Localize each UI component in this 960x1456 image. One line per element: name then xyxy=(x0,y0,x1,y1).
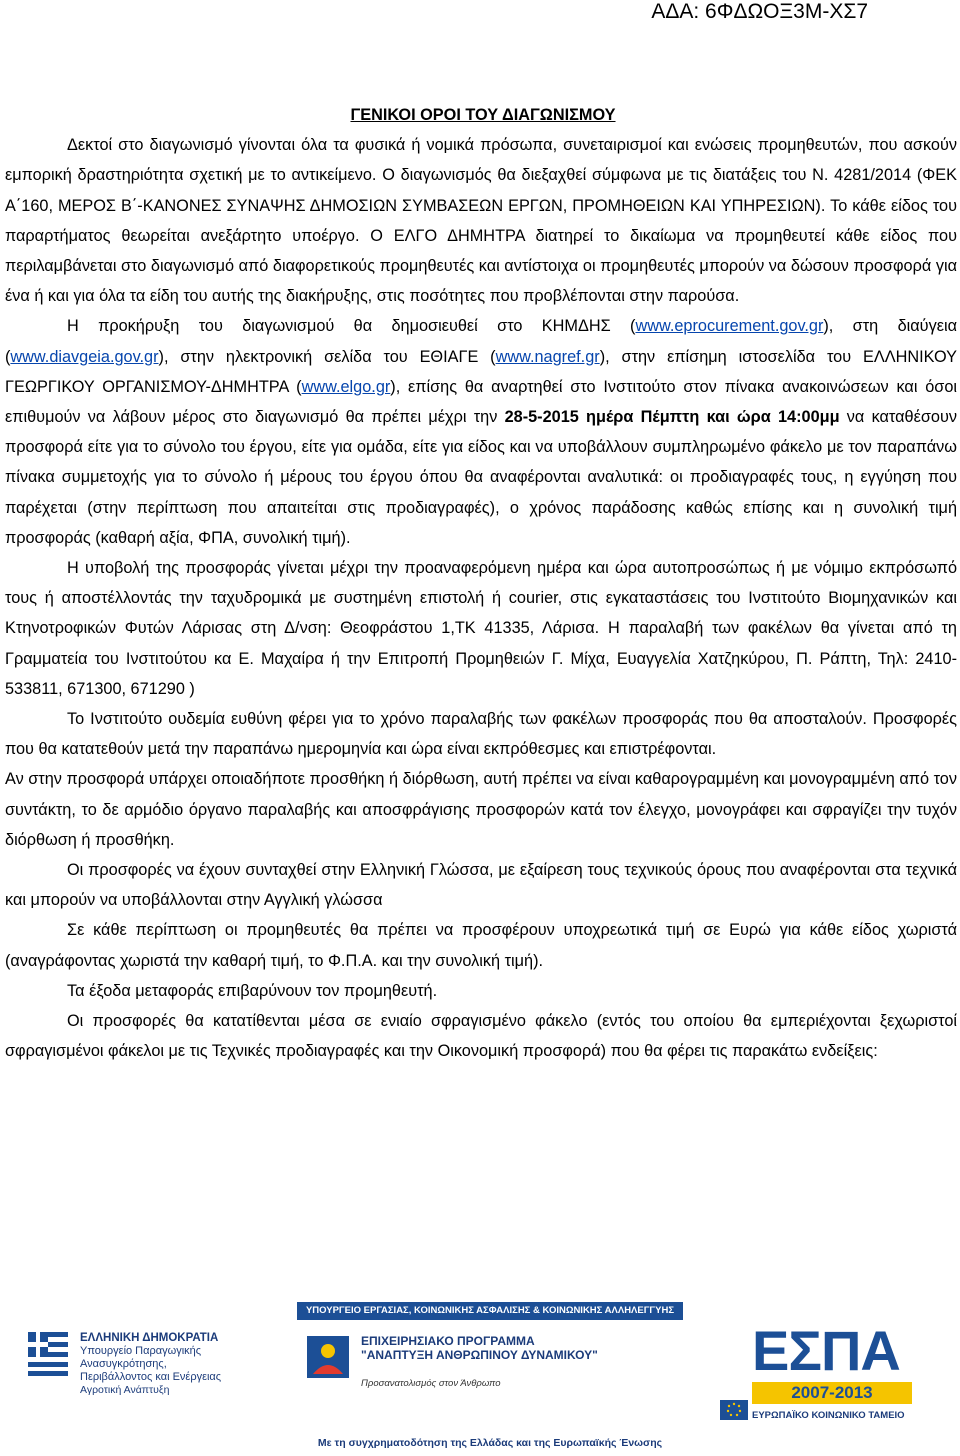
programme-ministry-bar: ΥΠΟΥΡΓΕΙΟ ΕΡΓΑΣΙΑΣ, ΚΟΙΝΩΝΙΚΗΣ ΑΣΦΑΛΙΣΗΣ & ΚΟΙΝΩΝΙΚΗΣ ΑΛΛΗΛΕΓΓΥΗΣ xyxy=(297,1302,683,1320)
paragraph-4: Το Ινστιτούτο ουδεμία ευθύνη φέρει για το χρόνο παραλαβής των φακέλων προσφοράς που θα αποσταλούν. Προσφορές που θα κατατεθούν μετά την παραπάνω ημερομηνία και ώρα είναι εκπρόθεσμες και επιστρέφονται. xyxy=(5,710,957,759)
ministry-line-1: ΕΛΛΗΝΙΚΗ ΔΗΜΟΚΡΑΤΙΑ xyxy=(80,1332,219,1344)
programme-name xyxy=(361,1334,598,1362)
espa-word: ΕΣΠΑ xyxy=(752,1319,900,1382)
ministry-logo xyxy=(18,1332,248,1412)
programme-emblem-icon xyxy=(305,1334,351,1380)
programme-body xyxy=(297,1320,683,1396)
eprocurement-link[interactable]: www.eprocurement.gov.gr xyxy=(635,317,824,336)
document-body xyxy=(5,100,957,1067)
p2-text-c: ), στην ηλεκτρονική σελίδα του ΕΘΙΑΓΕ ( xyxy=(158,347,496,366)
paragraph-3: Η υποβολή της προσφοράς γίνεται μέχρι την προαναφερόμενη ημέρα και ώρα αυτοπροσώπως ή με νόμιμο εκπρόσωπό τους ή αποστέλλοντάς την ταχυδρομικά με συστημένη επιστολή ή courier, στις εγκαταστάσεις του Ινστιτούτο Βιομηχανικών και Κτηνοτροφικών Φυτών Λάρισας στη Δ/νση: Θεοφράστου 1,ΤΚ 41335, Λάρισα. Η παραλαβή των φακέλων θα γίνεται από τη Γραμματεία του Ινστιτούτου κα Ε. Μαχαίρα ή την Επιτροπή Προμηθειών Γ. Μίχα, Ευαγγελία Χατζηκύρου, Π. Ράπτη, Τηλ: 2410-533811, 671300, 671290 ) xyxy=(5,559,957,698)
deadline-text: 28-5-2015 ημέρα Πέμπτη και ώρα 14:00μμ xyxy=(504,408,840,427)
ministry-line-3: Περιβάλλοντος και Ενέργειας xyxy=(80,1371,222,1383)
espa-caption: ΕΥΡΩΠΑΪΚΟ ΚΟΙΝΩΝΙΚΟ ΤΑΜΕΙΟ xyxy=(752,1410,905,1421)
p2-text-f: να καταθέσουν προσφορά είτε για το σύνολο του έργου, είτε για ομάδα, είτε για είδος και να υποβάλλουν συμπληρωμένο φάκελο με τον παραπάνω πίνακα συμμετοχής για το σύνολο ή μέρους του έργου όπου θα αναφέρονται αναλυτικά: οι προδιαγραφές τους, η εγγύηση που παρέχεται (στην περίπτωση που απαιτείται στις προδιαγραφές), ο χρόνος παράδοσης καθώς επίσης και η συνολική τιμή προσφοράς (καθαρή αξία, ΦΠΑ, συνολική τιμή). xyxy=(5,408,958,547)
elgo-link[interactable]: www.elgo.gr xyxy=(301,377,391,396)
programme-name-line-2: "ΑΝΑΠΤΥΞΗ ΑΝΘΡΩΠΙΝΟΥ ΔΥΝΑΜΙΚΟΥ" xyxy=(361,1348,598,1362)
paragraph-2 xyxy=(5,311,957,553)
programme-banner xyxy=(297,1302,683,1449)
eu-flag-icon xyxy=(720,1400,748,1420)
p2-text-d: ), στην επίσημη ιστοσελίδα του ΕΛΛΗΝΙΚΟΥ ΓΕΩΡΓΙΚΟΥ ΟΡΓΑΝΙΣΜΟΥ-ΔΗΜΗΤΡΑ ( xyxy=(5,347,957,396)
ministry-text xyxy=(80,1332,255,1397)
document-title: ΓΕΝΙΚΟΙ ΟΡΟΙ ΤΟΥ ΔΙΑΓΩΝΙΣΜΟΥ xyxy=(350,106,616,124)
p2-text-e: ), επίσης θα αναρτηθεί στο Ινστιτούτο στον πίνακα ανακοινώσεων και όσοι επιθυμούν να λάβουν μέρος στο διαγωνισμό θα πρέπει μέχρι την xyxy=(5,377,958,427)
footer-logos xyxy=(0,1302,960,1456)
ada-code: ΑΔΑ: 6ΦΔΩΟΞ3Μ-ΧΣ7 xyxy=(651,0,868,23)
programme-subtitle: Προσανατολισμός στον Άνθρωπο xyxy=(361,1378,501,1389)
ministry-line-2: Υπουργείο Παραγωγικής Ανασυγκρότησης, xyxy=(80,1345,202,1370)
p2-text-a: Η προκήρυξη του διαγωνισμού θα δημοσιευθεί στο ΚΗΜΔΗΣ ( xyxy=(67,317,636,336)
paragraph-9: Οι προσφορές θα κατατίθενται μέσα σε ενιαίο σφραγισμένο φάκελο (εντός του οποίου θα εμπεριέχονται ξεχωριστοί σφραγισμένοι φάκελοι με τις Τεχνικές προδιαγραφές και την Οικονομική προσφορά) που θα φέρει τις παρακάτω ενδείξεις: xyxy=(5,1012,957,1061)
paragraph-8: Τα έξοδα μεταφοράς επιβαρύνουν τον προμηθευτή. xyxy=(67,981,438,1000)
programme-name-line-1: ΕΠΙΧΕΙΡΗΣΙΑΚΟ ΠΡΟΓΡΑΜΜΑ xyxy=(361,1334,535,1348)
espa-logo xyxy=(718,1318,948,1438)
ministry-line-4: Αγροτική Ανάπτυξη xyxy=(80,1384,170,1396)
diavgeia-link[interactable]: www.diavgeia.gov.gr xyxy=(10,347,159,366)
espa-years: 2007-2013 xyxy=(752,1382,912,1404)
paragraph-5: Αν στην προσφορά υπάρχει οποιαδήποτε προσθήκη ή διόρθωση, αυτή πρέπει να είναι καθαρογραμμένη και μονογραμμένη από τον συντάκτη, το δε αρμόδιο όργανο παραλαβής και αποσφράγισης προσφορών κατά τον έλεγχο, μονογράφει και σφραγίζει την τυχόν διόρθωση ή προσθήκη. xyxy=(5,770,957,849)
paragraph-7: Σε κάθε περίπτωση οι προμηθευτές θα πρέπει να προσφέρουν υποχρεωτικά τιμή σε Ευρώ για κάθε είδος χωριστά (αναγράφοντας χωριστά την καθαρή τιμή, το Φ.Π.Α. και την συνολική τιμή). xyxy=(5,921,957,970)
paragraph-1: Δεκτοί στο διαγωνισμό γίνονται όλα τα φυσικά ή νομικά πρόσωπα, συνεταιρισμοί και ενώσεις προμηθευτών, που ασκούν εμπορική δραστηριότητα σχετική με το αντικείμενο. Ο διαγωνισμός θα διεξαχθεί σύμφωνα με τις διατάξεις του Ν. 4281/2014 (ΦΕΚ Α΄160, ΜΕΡΟΣ Β΄-ΚΑΝΟΝΕΣ ΣΥΝΑΨΗΣ ΔΗΜΟΣΙΩΝ ΣΥΜΒΑΣΕΩΝ ΕΡΓΩΝ, ΠΡΟΜΗΘΕΙΩΝ ΚΑΙ ΥΠΗΡΕΣΙΩΝ). Το κάθε είδος του παραρτήματος θεωρείται ανεξάρτητο υποέργο. Ο ΕΛΓΟ ΔΗΜΗΤΡΑ διατηρεί το δικαίωμα να προμηθευτεί κάθε είδος που περιλαμβάνεται στο διαγωνισμό από διαφορετικούς προμηθευτές και αντίστοιχα οι προμηθευτές μπορούν να δώσουν προσφορά για ένα ή και για όλα τα είδη του αυτής της διακήρυξης, στις ποσότητες που προβλέπονται στην παρούσα. xyxy=(5,136,957,306)
paragraph-6: Οι προσφορές να έχουν συνταχθεί στην Ελληνική Γλώσσα, με εξαίρεση τους τεχνικούς όρους που αναφέρονται στα τεχνικά και μπορούν να υποβάλλονται στην Αγγλική γλώσσα xyxy=(5,861,957,910)
nagref-link[interactable]: www.nagref.gr xyxy=(495,347,600,366)
p2-text-b: ), στη διαύγεια ( xyxy=(5,317,957,366)
greek-flag-icon xyxy=(28,1332,68,1376)
cofinancing-text: Με τη συγχρηματοδότηση της Ελλάδας και της Ευρωπαϊκής Ένωσης xyxy=(317,1437,663,1449)
